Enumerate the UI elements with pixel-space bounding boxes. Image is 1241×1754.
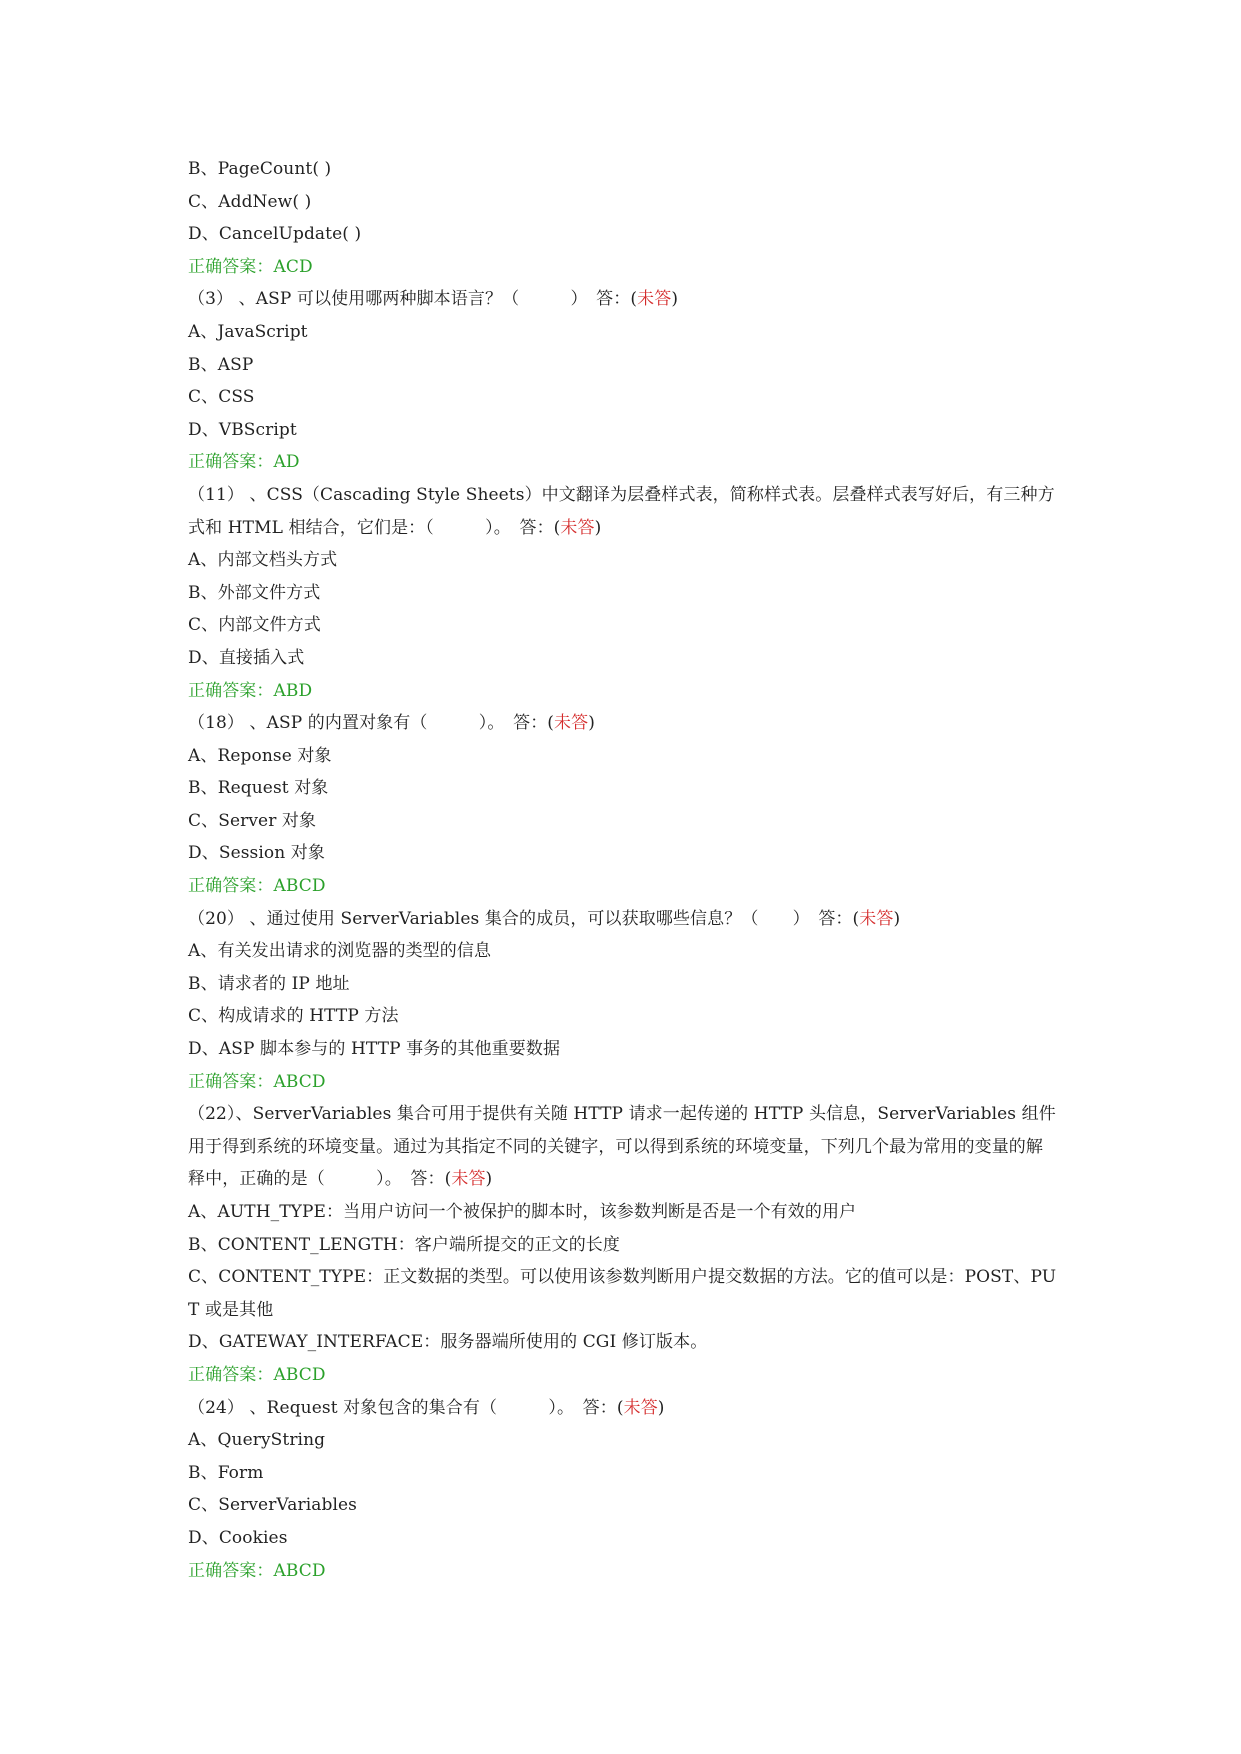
option: A、有关发出请求的浏览器的类型的信息 [188, 941, 492, 962]
option: C、内部文件方式 [188, 615, 321, 636]
question-text: （18） 、ASP 的内置对象有（ ）。 答：(未答) [188, 713, 595, 734]
option: B、PageCount( ) [188, 159, 332, 179]
option: B、CONTENT_LENGTH：客户端所提交的正文的长度 [188, 1234, 620, 1255]
correct-answer: 正确答案：ABCD [188, 876, 326, 897]
option: C、CONTENT_TYPE：正文数据的类型。可以使用该参数判断用户提交数据的方法。它的值可以是：POST、PUT 或是其他 [188, 1267, 1057, 1320]
question-text: （11） 、CSS（Cascading Style Sheets）中文翻译为层叠样式表，简称样式表。层叠样式表写好后，有三种方式和 HTML 相结合，它们是：（ ）。 答：(未答) [188, 484, 1055, 538]
answer-status: 未答 [623, 1397, 658, 1418]
option: B、Form [188, 1462, 264, 1483]
option: A、内部文档头方式 [188, 550, 338, 571]
option: A、AUTH_TYPE：当用户访问一个被保护的脚本时，该参数判断是否是一个有效的用户 [188, 1202, 857, 1222]
question-block-continued [188, 153, 1058, 283]
question-block-18 [188, 707, 1058, 903]
option: C、ServerVariables [188, 1495, 357, 1516]
question-list [188, 153, 1058, 1587]
correct-answer: 正确答案：ABCD [188, 1071, 326, 1092]
question-block-3 [188, 283, 1058, 479]
option: B、Request 对象 [188, 778, 329, 799]
question-block-11 [188, 479, 1058, 707]
correct-answer: 正确答案：ACD [188, 256, 313, 277]
answer-status: 未答 [451, 1169, 486, 1190]
correct-answer: 正确答案：ABD [188, 680, 313, 701]
option: C、AddNew( ) [188, 191, 312, 212]
question-text: （20） 、通过使用 ServerVariables 集合的成员，可以获取哪些信息？（ ） 答：(未答) [188, 908, 901, 929]
answer-status: 未答 [560, 517, 595, 538]
option: D、Cookies [188, 1527, 288, 1548]
answer-status: 未答 [859, 908, 894, 929]
option: B、ASP [188, 354, 254, 375]
option: D、CancelUpdate( ) [188, 224, 362, 245]
option: C、构成请求的 HTTP 方法 [188, 1006, 399, 1027]
option: C、CSS [188, 387, 255, 408]
correct-answer: 正确答案：AD [188, 452, 300, 473]
option: B、外部文件方式 [188, 582, 321, 603]
question-text: （24） 、Request 对象包含的集合有（ ）。 答：(未答) [188, 1397, 665, 1418]
option: D、Session 对象 [188, 843, 326, 864]
answer-status: 未答 [554, 713, 589, 734]
option: B、请求者的 IP 地址 [188, 973, 350, 994]
option: C、Server 对象 [188, 810, 317, 831]
question-block-20 [188, 903, 1058, 1099]
option: D、VBScript [188, 419, 297, 440]
option: A、QueryString [188, 1430, 326, 1451]
option: A、JavaScript [188, 321, 308, 342]
option: D、ASP 脚本参与的 HTTP 事务的其他重要数据 [188, 1039, 561, 1060]
correct-answer: 正确答案：ABCD [188, 1364, 326, 1385]
option: A、Reponse 对象 [188, 745, 332, 766]
correct-answer: 正确答案：ABCD [188, 1560, 326, 1581]
option: D、直接插入式 [188, 647, 305, 668]
question-block-24 [188, 1392, 1058, 1588]
question-text: （3） 、ASP 可以使用哪两种脚本语言？（ ） 答：(未答) [188, 289, 679, 310]
question-block-22 [188, 1098, 1058, 1391]
option: D、GATEWAY_INTERFACE：服务器端所使用的 CGI 修订版本。 [188, 1332, 708, 1353]
question-text: （22）、ServerVariables 集合可用于提供有关随 HTTP 请求一起传递的 HTTP 头信息，ServerVariables 组件用于得到系统的环境变量。通过为其指定不同的关键字，可以得到系统的环境变量，下列几个最为常用的变量的解释中，正确的是（ ）。 答：(未答) [188, 1104, 1056, 1190]
answer-status: 未答 [637, 289, 672, 310]
